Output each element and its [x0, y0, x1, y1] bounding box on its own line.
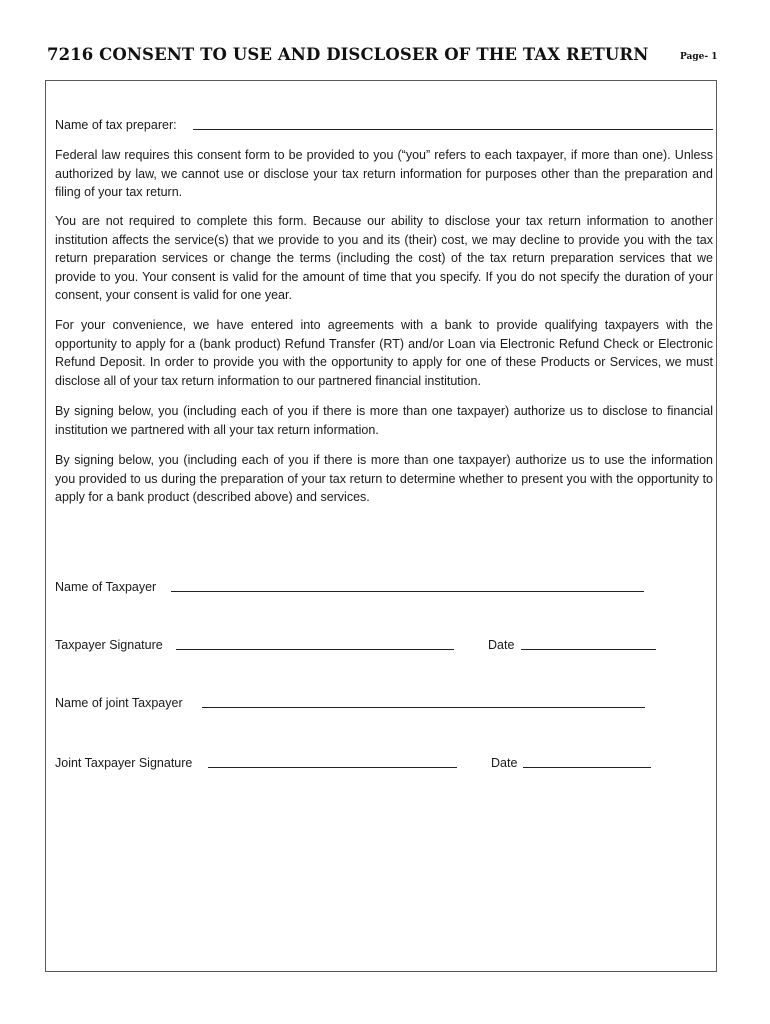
taxpayer-signature-field[interactable] — [176, 649, 454, 650]
taxpayer-name-row — [55, 578, 655, 594]
joint-taxpayer-signature-field[interactable] — [208, 767, 457, 768]
page-number: Page- 1 — [680, 52, 718, 62]
paragraph-not-required: You are not required to complete this form. Because our ability to disclose your tax return information to another institution affects the service(s) that we provide to you and its (their) cost, we may decline to provide you with the tax return preparation services or change the terms (including the cost) of the tax return preparation services that we provide to you. Your consent is valid for the amount of time that you specify. If you do not specify the duration of your consent, your consent is valid for one year. — [55, 214, 713, 303]
taxpayer-date-label: Date — [488, 638, 515, 652]
paragraph-federal-law: Federal law requires this consent form to be provided to you (“you” refers to each taxpayer, if more than one). Unless authorized by law, we cannot use or disclose your tax return information for purposes other than the preparation and filing of your tax return. — [55, 148, 713, 200]
joint-taxpayer-name-row — [55, 694, 655, 710]
paragraph-convenience: For your convenience, we have entered into agreements with a bank to provide qualifying taxpayers with the opportunity to apply for a (bank product) Refund Transfer (RT) and/or Loan via Electronic Refund Check or Electronic Refund Deposit. In order to provide you with the opportunity to apply for one of these Products or Services, we must disclose all of your tax return information to our partnered financial institution. — [55, 318, 713, 388]
taxpayer-date-field[interactable] — [521, 649, 656, 650]
joint-taxpayer-signature-row — [55, 754, 460, 770]
tax-preparer-field[interactable] — [193, 129, 713, 130]
joint-taxpayer-date-field[interactable] — [523, 767, 651, 768]
tax-preparer-label: Name of tax preparer: — [55, 118, 177, 132]
taxpayer-name-label: Name of Taxpayer — [55, 580, 157, 594]
taxpayer-signature-row — [55, 636, 460, 652]
joint-taxpayer-date-label: Date — [491, 756, 518, 770]
form-title: 7216 CONSENT TO USE AND DISCLOSER OF THE TAX RETURN — [47, 45, 649, 64]
joint-taxpayer-date-row — [491, 754, 656, 770]
taxpayer-name-field[interactable] — [171, 591, 644, 592]
paragraph-authorize-use: By signing below, you (including each of you if there is more than one taxpayer) authorize us to use the information you provided to us during the preparation of your tax return to determine whether to present you with the opportunity to apply for a bank product (described above) and services. — [55, 453, 713, 505]
taxpayer-signature-label: Taxpayer Signature — [55, 638, 163, 652]
joint-taxpayer-signature-label: Joint Taxpayer Signature — [55, 756, 193, 770]
joint-taxpayer-name-field[interactable] — [202, 707, 645, 708]
paragraph-authorize-disclose: By signing below, you (including each of you if there is more than one taxpayer) authorize us to disclose to financial institution we partnered with all your tax return information. — [55, 404, 713, 437]
joint-taxpayer-name-label: Name of joint Taxpayer — [55, 696, 183, 710]
tax-preparer-row — [55, 116, 715, 132]
taxpayer-date-row — [488, 636, 658, 652]
